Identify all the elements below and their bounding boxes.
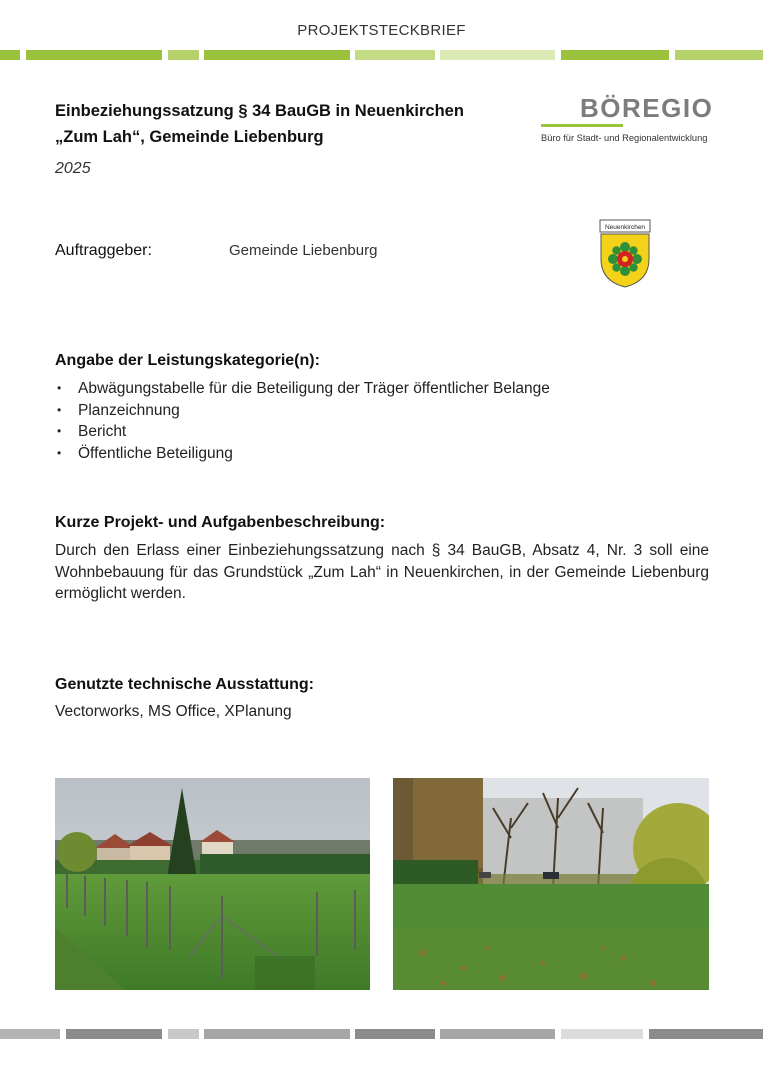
header-label: PROJEKTSTECKBRIEF <box>297 22 466 39</box>
lawn-with-autumn-trees-photo <box>393 778 709 990</box>
company-logo-name: BÖREGIO <box>580 93 714 123</box>
list-item: • Abwägungstabelle für die Beteiligung der Träger öffentlicher Belange <box>55 378 550 400</box>
project-year: 2025 <box>55 160 91 177</box>
list-item: • Planzeichnung <box>55 400 550 422</box>
project-title-line1: Einbeziehungssatzung § 34 BauGB in Neuenkirchen <box>55 102 464 120</box>
description-heading: Kurze Projekt- und Aufgabenbeschreibung: <box>55 514 386 531</box>
services-list <box>55 378 550 464</box>
services-heading: Angabe der Leistungskategorie(n): <box>55 352 320 369</box>
equipment-heading: Genutzte technische Ausstattung: <box>55 676 314 693</box>
list-item: • Bericht <box>55 421 550 443</box>
meadow-with-fence-photo <box>55 778 370 990</box>
logo-accent-line <box>541 124 623 127</box>
project-title-line2: „Zum Lah“, Gemeinde Liebenburg <box>55 128 324 146</box>
client-value: Gemeinde Liebenburg <box>229 242 378 259</box>
coat-of-arms-icon <box>599 219 651 289</box>
client-label: Auftraggeber: <box>55 242 152 259</box>
company-logo-subtitle: Büro für Stadt- und Regionalentwicklung <box>541 133 708 143</box>
project-title <box>55 98 525 150</box>
description-text: Durch den Erlass einer Einbeziehungssatzung nach § 34 BauGB, Absatz 4, Nr. 3 soll eine Wohnbebauung für das Grundstück „Zum Lah“ in Neuenkirchen, in der Gemeinde Liebenburg ermöglicht werden. <box>55 542 709 602</box>
coat-of-arms-caption: Neuenkirchen <box>604 224 646 231</box>
list-item: • Öffentliche Beteiligung <box>55 443 550 465</box>
equipment-text: Vectorworks, MS Office, XPlanung <box>55 703 292 720</box>
